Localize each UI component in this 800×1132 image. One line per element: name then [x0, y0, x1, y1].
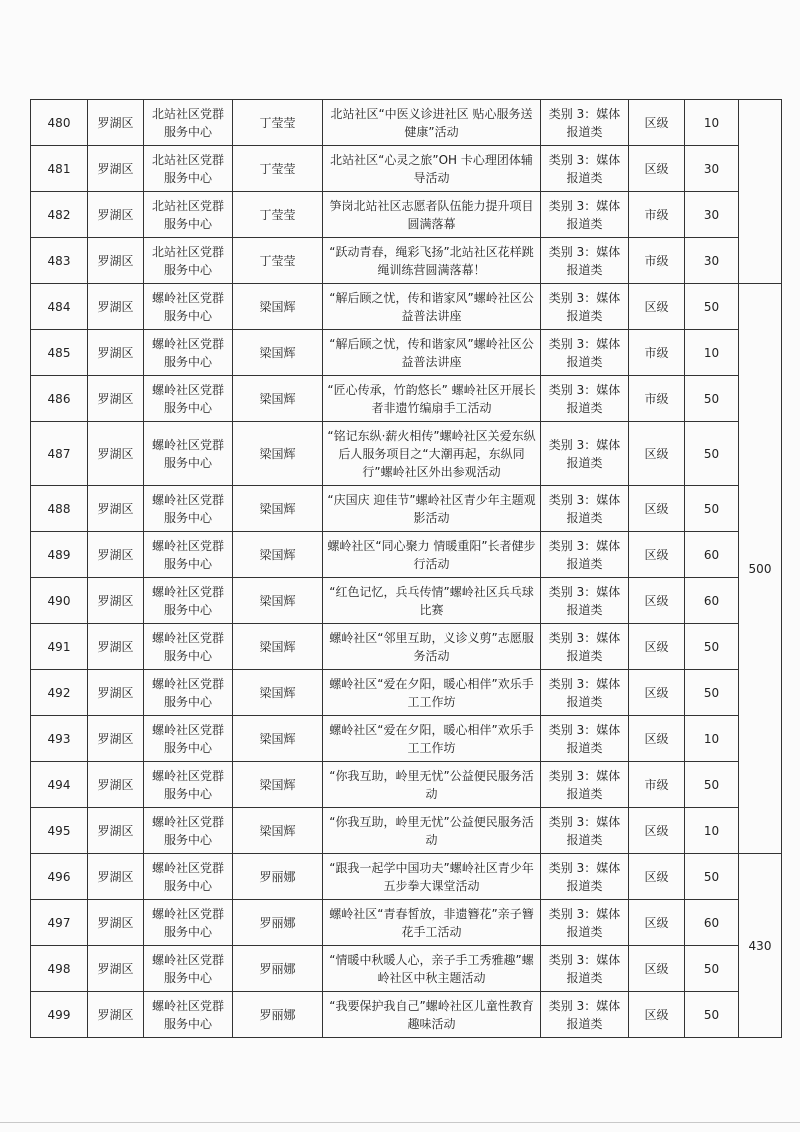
contact-person-cell: 梁国辉	[233, 762, 323, 808]
activity-title-cell: 北站社区“心灵之旅”OH 卡心理团体辅导活动	[323, 146, 541, 192]
activity-title-cell: “铭记东纵·薪火相传”螺岭社区关爱东纵后人服务项目之“大潮再起，东纵同行”螺岭社区外出参观活动	[323, 422, 541, 486]
row-number-cell: 493	[31, 716, 88, 762]
category-cell: 类别 3：媒体报道类	[541, 284, 629, 330]
activity-title-cell: 螺岭社区“青春皙放，非遗簪花”亲子簪花手工活动	[323, 900, 541, 946]
activity-title-cell: 笋岗北站社区志愿者队伍能力提升项目圆满落幕	[323, 192, 541, 238]
row-number-cell: 484	[31, 284, 88, 330]
activity-title-cell: “红色记忆，兵乓传情”螺岭社区兵乓球比赛	[323, 578, 541, 624]
contact-person-cell: 梁国辉	[233, 330, 323, 376]
score-cell: 10	[685, 808, 739, 854]
contact-person-cell: 梁国辉	[233, 532, 323, 578]
category-cell: 类别 3：媒体报道类	[541, 330, 629, 376]
service-center-cell: 北站社区党群服务中心	[144, 192, 233, 238]
contact-person-cell: 罗丽娜	[233, 946, 323, 992]
contact-person-cell: 梁国辉	[233, 578, 323, 624]
category-cell: 类别 3：媒体报道类	[541, 422, 629, 486]
category-cell: 类别 3：媒体报道类	[541, 376, 629, 422]
district-cell: 罗湖区	[88, 854, 144, 900]
level-cell: 市级	[629, 376, 685, 422]
contact-person-cell: 梁国辉	[233, 284, 323, 330]
service-center-cell: 螺岭社区党群服务中心	[144, 330, 233, 376]
category-cell: 类别 3：媒体报道类	[541, 900, 629, 946]
score-cell: 50	[685, 422, 739, 486]
table-row	[31, 854, 782, 900]
activity-title-cell: 螺岭社区“同心聚力 情暖重阳”长者健步行活动	[323, 532, 541, 578]
contact-person-cell: 梁国辉	[233, 670, 323, 716]
level-cell: 市级	[629, 238, 685, 284]
category-cell: 类别 3：媒体报道类	[541, 946, 629, 992]
table-row	[31, 578, 782, 624]
contact-person-cell: 梁国辉	[233, 376, 323, 422]
row-number-cell: 492	[31, 670, 88, 716]
level-cell: 区级	[629, 146, 685, 192]
score-cell: 50	[685, 486, 739, 532]
row-number-cell: 494	[31, 762, 88, 808]
score-cell: 50	[685, 762, 739, 808]
activity-title-cell: “匠心传承，竹韵悠长” 螺岭社区开展长者非遗竹编扇手工活动	[323, 376, 541, 422]
row-number-cell: 486	[31, 376, 88, 422]
contact-person-cell: 梁国辉	[233, 624, 323, 670]
category-cell: 类别 3：媒体报道类	[541, 532, 629, 578]
contact-person-cell: 罗丽娜	[233, 992, 323, 1038]
level-cell: 市级	[629, 762, 685, 808]
service-center-cell: 螺岭社区党群服务中心	[144, 946, 233, 992]
row-number-cell: 487	[31, 422, 88, 486]
level-cell: 区级	[629, 900, 685, 946]
contact-person-cell: 丁莹莹	[233, 238, 323, 284]
level-cell: 区级	[629, 808, 685, 854]
score-cell: 50	[685, 624, 739, 670]
category-cell: 类别 3：媒体报道类	[541, 992, 629, 1038]
score-cell: 10	[685, 100, 739, 146]
score-cell: 50	[685, 992, 739, 1038]
table-row	[31, 762, 782, 808]
table-row	[31, 486, 782, 532]
activity-title-cell: “你我互助，岭里无忧”公益便民服务活动	[323, 808, 541, 854]
table-row	[31, 532, 782, 578]
service-center-cell: 北站社区党群服务中心	[144, 146, 233, 192]
table-row	[31, 376, 782, 422]
activity-title-cell: “解后顾之忧，传和谐家风”螺岭社区公益普法讲座	[323, 284, 541, 330]
group-total-cell	[739, 100, 782, 284]
row-number-cell: 488	[31, 486, 88, 532]
table-row	[31, 100, 782, 146]
score-cell: 50	[685, 670, 739, 716]
category-cell: 类别 3：媒体报道类	[541, 578, 629, 624]
score-cell: 30	[685, 238, 739, 284]
category-cell: 类别 3：媒体报道类	[541, 486, 629, 532]
score-cell: 50	[685, 946, 739, 992]
service-center-cell: 螺岭社区党群服务中心	[144, 762, 233, 808]
row-number-cell: 480	[31, 100, 88, 146]
district-cell: 罗湖区	[88, 716, 144, 762]
district-cell: 罗湖区	[88, 808, 144, 854]
service-center-cell: 螺岭社区党群服务中心	[144, 716, 233, 762]
district-cell: 罗湖区	[88, 762, 144, 808]
table-row	[31, 992, 782, 1038]
table-row	[31, 808, 782, 854]
activity-title-cell: “我要保护我自己”螺岭社区儿童性教育趣味活动	[323, 992, 541, 1038]
category-cell: 类别 3：媒体报道类	[541, 146, 629, 192]
district-cell: 罗湖区	[88, 146, 144, 192]
row-number-cell: 482	[31, 192, 88, 238]
service-center-cell: 北站社区党群服务中心	[144, 100, 233, 146]
level-cell: 市级	[629, 192, 685, 238]
service-center-cell: 螺岭社区党群服务中心	[144, 854, 233, 900]
district-cell: 罗湖区	[88, 670, 144, 716]
activity-title-cell: 螺岭社区“爱在夕阳，暖心相伴”欢乐手工工作坊	[323, 670, 541, 716]
row-number-cell: 490	[31, 578, 88, 624]
district-cell: 罗湖区	[88, 376, 144, 422]
district-cell: 罗湖区	[88, 284, 144, 330]
level-cell: 区级	[629, 486, 685, 532]
category-cell: 类别 3：媒体报道类	[541, 808, 629, 854]
service-center-cell: 螺岭社区党群服务中心	[144, 284, 233, 330]
category-cell: 类别 3：媒体报道类	[541, 192, 629, 238]
level-cell: 区级	[629, 670, 685, 716]
service-center-cell: 螺岭社区党群服务中心	[144, 486, 233, 532]
category-cell: 类别 3：媒体报道类	[541, 100, 629, 146]
contact-person-cell: 梁国辉	[233, 716, 323, 762]
service-center-cell: 螺岭社区党群服务中心	[144, 808, 233, 854]
contact-person-cell: 梁国辉	[233, 808, 323, 854]
table-row	[31, 900, 782, 946]
contact-person-cell: 梁国辉	[233, 486, 323, 532]
score-table	[30, 99, 782, 1038]
table-row	[31, 670, 782, 716]
district-cell: 罗湖区	[88, 192, 144, 238]
service-center-cell: 螺岭社区党群服务中心	[144, 670, 233, 716]
contact-person-cell: 梁国辉	[233, 422, 323, 486]
score-cell: 60	[685, 900, 739, 946]
category-cell: 类别 3：媒体报道类	[541, 670, 629, 716]
score-cell: 10	[685, 330, 739, 376]
level-cell: 区级	[629, 284, 685, 330]
score-cell: 50	[685, 376, 739, 422]
contact-person-cell: 丁莹莹	[233, 146, 323, 192]
table-row	[31, 624, 782, 670]
level-cell: 区级	[629, 422, 685, 486]
level-cell: 区级	[629, 854, 685, 900]
row-number-cell: 498	[31, 946, 88, 992]
service-center-cell: 螺岭社区党群服务中心	[144, 422, 233, 486]
score-cell: 10	[685, 716, 739, 762]
level-cell: 区级	[629, 624, 685, 670]
contact-person-cell: 罗丽娜	[233, 900, 323, 946]
district-cell: 罗湖区	[88, 624, 144, 670]
district-cell: 罗湖区	[88, 238, 144, 284]
service-center-cell: 螺岭社区党群服务中心	[144, 624, 233, 670]
row-number-cell: 489	[31, 532, 88, 578]
level-cell: 区级	[629, 532, 685, 578]
score-cell: 30	[685, 146, 739, 192]
score-cell: 50	[685, 284, 739, 330]
category-cell: 类别 3：媒体报道类	[541, 238, 629, 284]
group-total-cell: 430	[739, 854, 782, 1038]
service-center-cell: 螺岭社区党群服务中心	[144, 900, 233, 946]
activity-title-cell: “情暖中秋暖人心，亲子手工秀雅趣”螺岭社区中秋主题活动	[323, 946, 541, 992]
row-number-cell: 496	[31, 854, 88, 900]
activity-title-cell: “你我互助，岭里无忧”公益便民服务活动	[323, 762, 541, 808]
contact-person-cell: 丁莹莹	[233, 100, 323, 146]
district-cell: 罗湖区	[88, 486, 144, 532]
row-number-cell: 491	[31, 624, 88, 670]
table-row	[31, 422, 782, 486]
row-number-cell: 481	[31, 146, 88, 192]
level-cell: 区级	[629, 716, 685, 762]
table-row	[31, 946, 782, 992]
row-number-cell: 497	[31, 900, 88, 946]
table-row	[31, 238, 782, 284]
service-center-cell: 螺岭社区党群服务中心	[144, 578, 233, 624]
level-cell: 区级	[629, 946, 685, 992]
activity-title-cell: 北站社区“中医义诊进社区 贴心服务送健康”活动	[323, 100, 541, 146]
activity-title-cell: “庆国庆 迎佳节”螺岭社区青少年主题观影活动	[323, 486, 541, 532]
level-cell: 区级	[629, 100, 685, 146]
group-total-cell: 500	[739, 284, 782, 854]
level-cell: 区级	[629, 992, 685, 1038]
district-cell: 罗湖区	[88, 992, 144, 1038]
activity-title-cell: “跃动青春，绳彩飞扬”北站社区花样跳绳训练营圆满落幕！	[323, 238, 541, 284]
district-cell: 罗湖区	[88, 330, 144, 376]
row-number-cell: 483	[31, 238, 88, 284]
row-number-cell: 495	[31, 808, 88, 854]
table-row	[31, 716, 782, 762]
table-row	[31, 146, 782, 192]
table-row	[31, 284, 782, 330]
activity-title-cell: “跟我一起学中国功夫”螺岭社区青少年五步拳大课堂活动	[323, 854, 541, 900]
service-center-cell: 北站社区党群服务中心	[144, 238, 233, 284]
category-cell: 类别 3：媒体报道类	[541, 716, 629, 762]
contact-person-cell: 罗丽娜	[233, 854, 323, 900]
service-center-cell: 螺岭社区党群服务中心	[144, 532, 233, 578]
row-number-cell: 499	[31, 992, 88, 1038]
district-cell: 罗湖区	[88, 900, 144, 946]
page-bottom-rule	[0, 1122, 800, 1123]
service-center-cell: 螺岭社区党群服务中心	[144, 992, 233, 1038]
district-cell: 罗湖区	[88, 532, 144, 578]
activity-title-cell: 螺岭社区“邻里互助，义诊义剪”志愿服务活动	[323, 624, 541, 670]
district-cell: 罗湖区	[88, 578, 144, 624]
activity-title-cell: “解后顾之忧，传和谐家风”螺岭社区公益普法讲座	[323, 330, 541, 376]
activity-title-cell: 螺岭社区“爱在夕阳，暖心相伴”欢乐手工工作坊	[323, 716, 541, 762]
district-cell: 罗湖区	[88, 422, 144, 486]
score-cell: 60	[685, 578, 739, 624]
table-row	[31, 330, 782, 376]
score-cell: 60	[685, 532, 739, 578]
category-cell: 类别 3：媒体报道类	[541, 854, 629, 900]
category-cell: 类别 3：媒体报道类	[541, 624, 629, 670]
category-cell: 类别 3：媒体报道类	[541, 762, 629, 808]
service-center-cell: 螺岭社区党群服务中心	[144, 376, 233, 422]
level-cell: 市级	[629, 330, 685, 376]
contact-person-cell: 丁莹莹	[233, 192, 323, 238]
level-cell: 区级	[629, 578, 685, 624]
score-cell: 30	[685, 192, 739, 238]
table-row	[31, 192, 782, 238]
row-number-cell: 485	[31, 330, 88, 376]
district-cell: 罗湖区	[88, 946, 144, 992]
district-cell: 罗湖区	[88, 100, 144, 146]
score-cell: 50	[685, 854, 739, 900]
